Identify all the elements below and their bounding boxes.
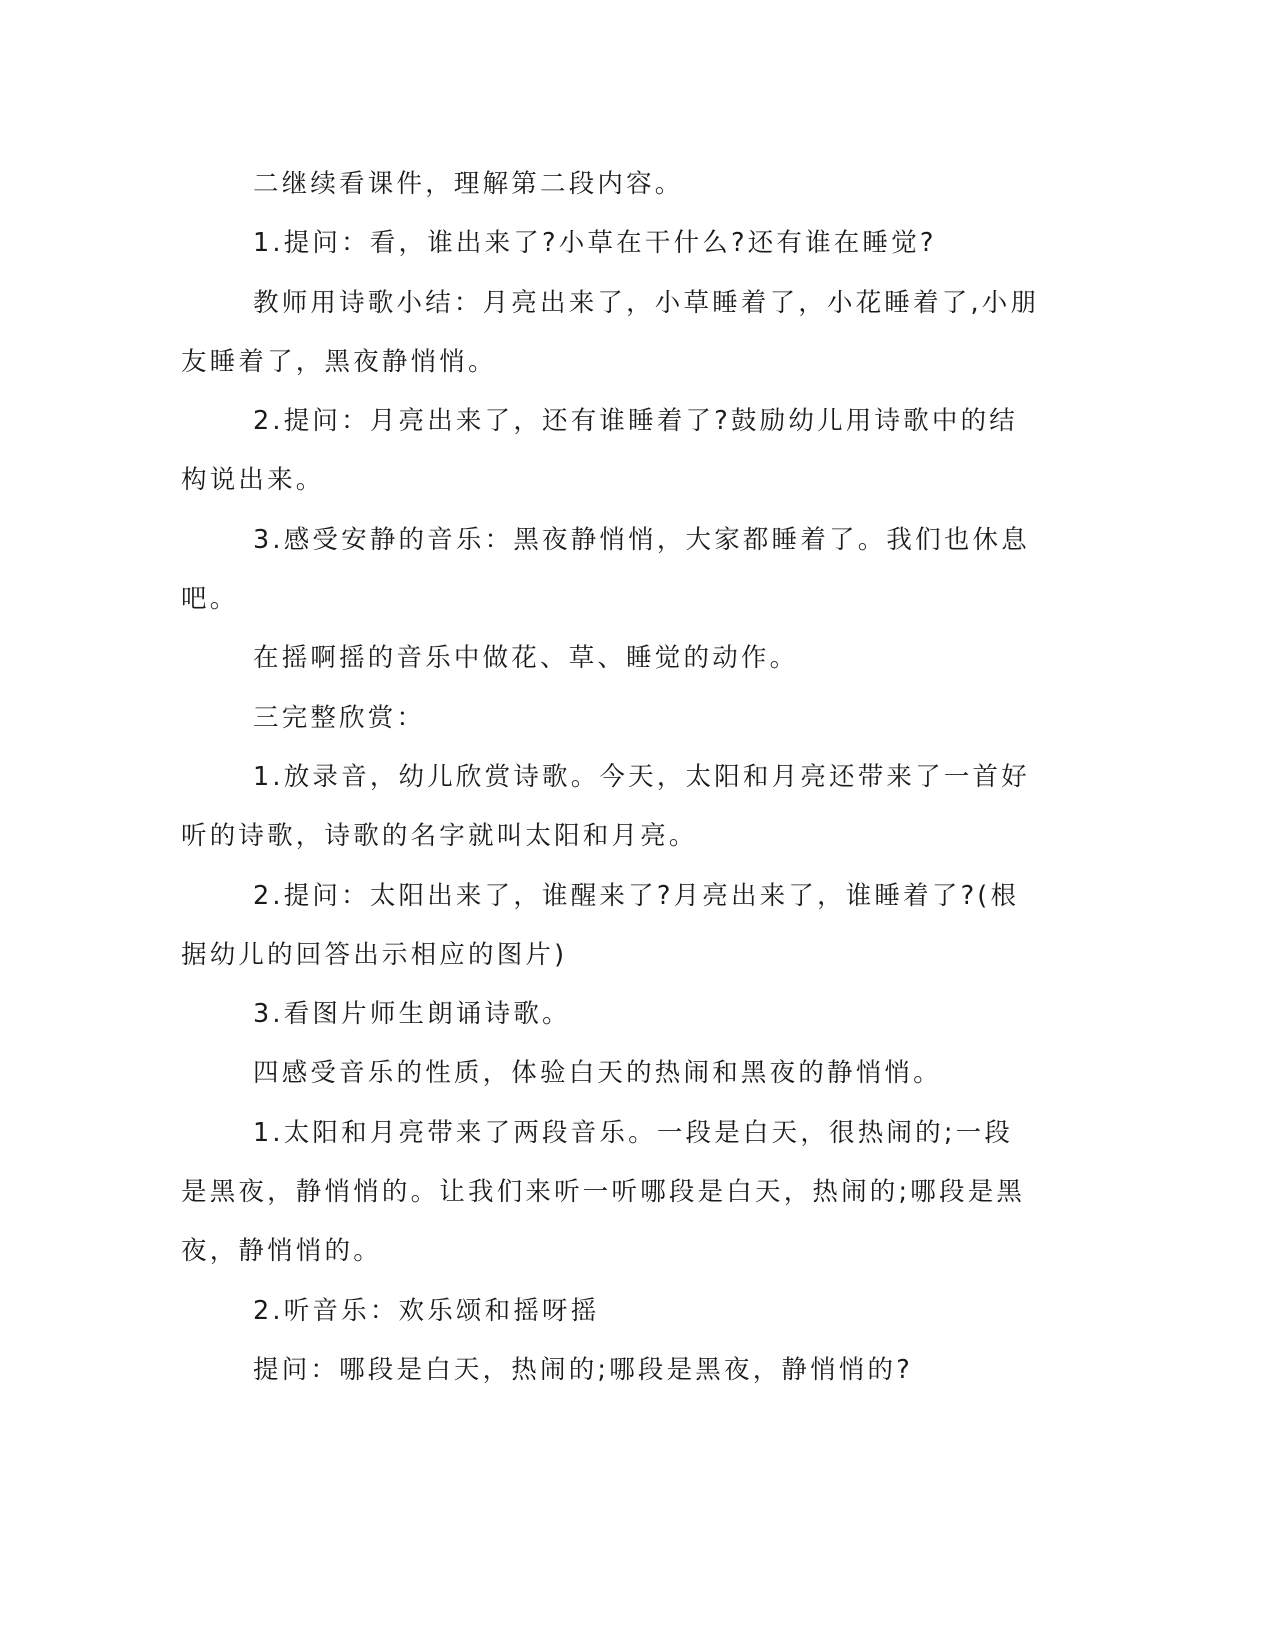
paragraph: 1.提问：看，谁出来了?小草在干什么?还有谁在睡觉?: [253, 228, 937, 259]
paragraph: 2.听音乐：欢乐颂和摇呀摇: [253, 1295, 600, 1326]
document-body: [181, 155, 1041, 1400]
paragraph: 教师用诗歌小结：月亮出来了，小草睡着了，小花睡着了,小朋友睡着了，黑夜静悄悄。: [181, 287, 1040, 377]
paragraph: 提问：哪段是白天，热闹的;哪段是黑夜，静悄悄的?: [253, 1354, 913, 1385]
paragraph: 3.感受安静的音乐：黑夜静悄悄，大家都睡着了。我们也休息吧。: [181, 524, 1030, 615]
paragraph: 1.太阳和月亮带来了两段音乐。一段是白天，很热闹的;一段是黑夜，静悄悄的。让我们来听一听哪段是白天，热闹的;哪段是黑夜，静悄悄的。: [181, 1117, 1026, 1267]
paragraph: 3.看图片师生朗诵诗歌。: [253, 999, 571, 1030]
section-heading-2: 二继续看课件，理解第二段内容。: [253, 169, 684, 199]
paragraph: 在摇啊摇的音乐中做花、草、睡觉的动作。: [253, 643, 799, 674]
paragraph: 2.提问：太阳出来了，谁醒来了?月亮出来了，谁睡着了?(根据幼儿的回答出示相应的图片): [181, 880, 1020, 970]
section-heading-3: 三完整欣赏：: [253, 702, 426, 733]
paragraph: 2.提问：月亮出来了，还有谁睡着了?鼓励幼儿用诗歌中的结构说出来。: [181, 406, 1018, 496]
paragraph: 1.放录音，幼儿欣赏诗歌。今天，太阳和月亮还带来了一首好听的诗歌，诗歌的名字就叫太阳和月亮。: [181, 761, 1030, 852]
section-heading-4: 四感受音乐的性质，体验白天的热闹和黑夜的静悄悄。: [253, 1058, 942, 1089]
